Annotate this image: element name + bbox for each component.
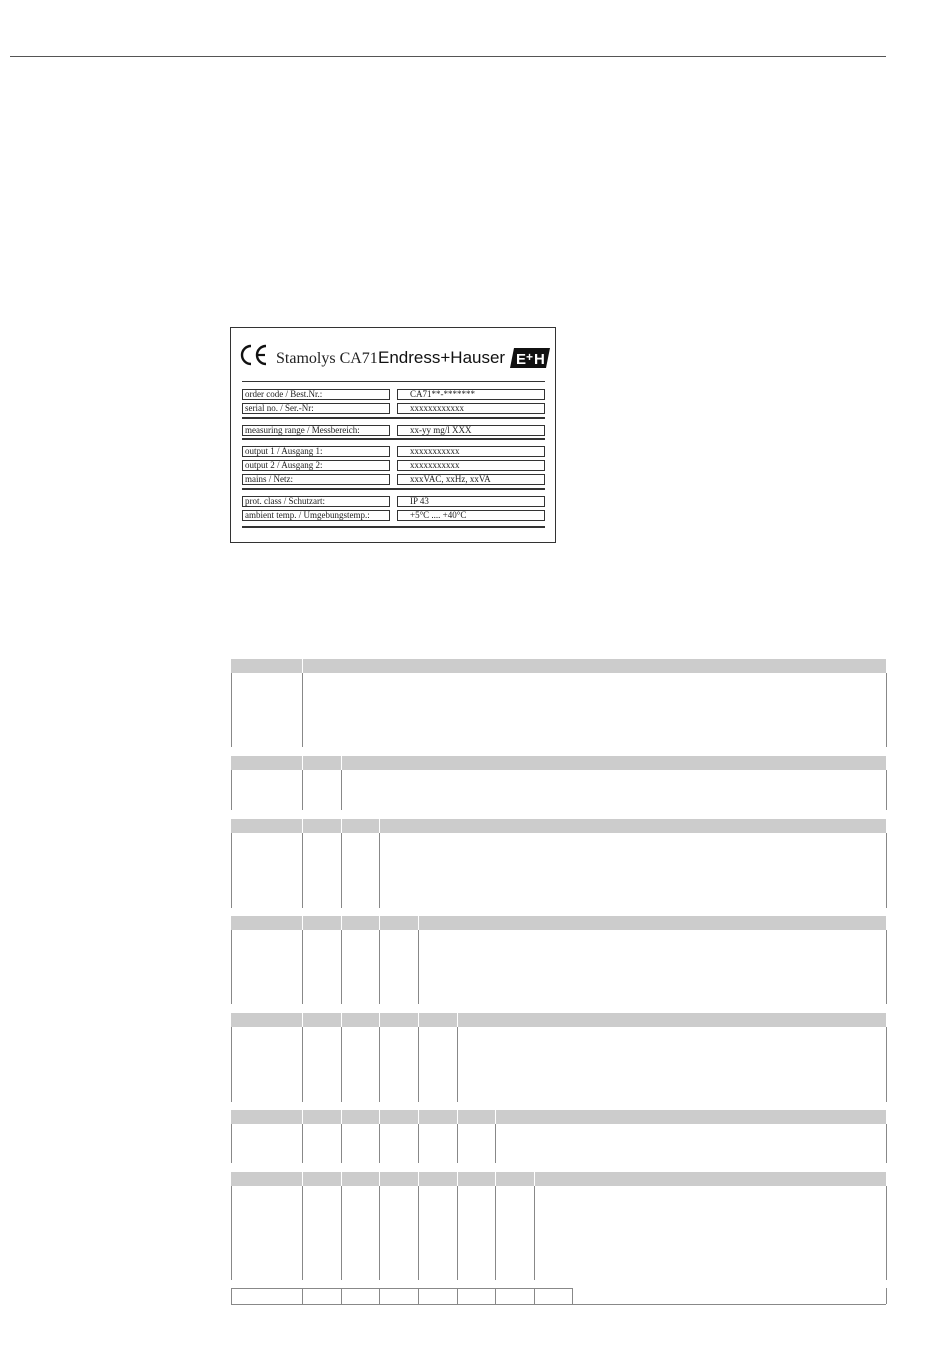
- table-band-divider: [302, 916, 303, 930]
- table-cell-border: [231, 833, 232, 908]
- table-band-divider: [341, 1110, 342, 1124]
- table-cell-border: [341, 930, 342, 1004]
- table-cell-border: [379, 1124, 380, 1163]
- value-order-code: CA71**-*******: [397, 389, 545, 400]
- table-band-divider: [457, 1110, 458, 1124]
- label-ambient-temp: ambient temp. / Umgebungstemp.:: [242, 510, 390, 521]
- label-serial-no: serial no. / Ser.-Nr:: [242, 403, 390, 414]
- table-cell-border: [302, 1027, 303, 1102]
- table-band-divider: [341, 819, 342, 833]
- table-band-divider: [341, 756, 342, 770]
- svg-text:H: H: [534, 351, 545, 368]
- order-code-cell-border: [457, 1288, 458, 1304]
- table-cell-border: [341, 770, 342, 810]
- table-cell-border: [341, 1027, 342, 1102]
- table-cell-border: [457, 1027, 458, 1102]
- table-band-divider: [302, 1110, 303, 1124]
- label-protection-class: prot. class / Schutzart:: [242, 496, 390, 507]
- table-band-divider: [495, 1172, 496, 1186]
- table-cell-border: [495, 1186, 496, 1280]
- table-cell-border: [886, 1186, 887, 1280]
- table-cell-border: [379, 833, 380, 908]
- table-band-divider: [418, 1013, 419, 1027]
- table-cell-border: [341, 1124, 342, 1163]
- table-band-divider: [302, 756, 303, 770]
- table-header-band: [231, 1110, 886, 1124]
- table-band-divider: [457, 1172, 458, 1186]
- table-cell-border: [418, 1124, 419, 1163]
- svg-text:E: E: [516, 351, 527, 368]
- label-mains: mains / Netz:: [242, 474, 390, 485]
- table-header-band: [231, 1172, 886, 1186]
- table-band-divider: [379, 1013, 380, 1027]
- order-code-cell-border: [572, 1288, 573, 1304]
- order-code-cell-border: [231, 1288, 232, 1304]
- table-band-divider: [418, 1110, 419, 1124]
- order-code-cell-border: [341, 1288, 342, 1304]
- table-cell-border: [302, 673, 303, 747]
- table-cell-border: [341, 833, 342, 908]
- value-ambient-temp: +5°C .... +40°C: [397, 510, 545, 521]
- table-cell-border: [302, 1124, 303, 1163]
- table-band-divider: [418, 916, 419, 930]
- value-protection-class: IP 43: [397, 496, 545, 507]
- table-band-divider: [302, 1013, 303, 1027]
- table-cell-border: [886, 673, 887, 747]
- label-output-2: output 2 / Ausgang 2:: [242, 460, 390, 471]
- table-cell-border: [418, 1027, 419, 1102]
- table-cell-border: [302, 1186, 303, 1280]
- table-band-divider: [379, 1172, 380, 1186]
- label-output-1: output 1 / Ausgang 1:: [242, 446, 390, 457]
- table-cell-border: [886, 1027, 887, 1102]
- table-band-divider: [302, 1172, 303, 1186]
- table-cell-border: [495, 1124, 496, 1163]
- table-cell-border: [886, 1124, 887, 1163]
- table-cell-border: [379, 1186, 380, 1280]
- table-cell-border: [231, 673, 232, 747]
- table-band-divider: [341, 1013, 342, 1027]
- table-cell-border: [379, 1027, 380, 1102]
- table-cell-border: [886, 770, 887, 810]
- table-header-band: [231, 1013, 886, 1027]
- order-code-cell-border: [379, 1288, 380, 1304]
- value-mains: xxxVAC, xxHz, xxVA: [397, 474, 545, 485]
- table-band-divider: [302, 819, 303, 833]
- table-cell-border: [231, 1027, 232, 1102]
- svg-text:+: +: [526, 350, 534, 364]
- product-name: Stamolys CA71: [276, 350, 378, 367]
- table-band-divider: [534, 1172, 535, 1186]
- table-band-divider: [302, 659, 303, 673]
- table-cell-border: [302, 770, 303, 810]
- table-cell-border: [341, 1186, 342, 1280]
- brand-name: Endress+Hauser: [378, 348, 506, 367]
- table-band-divider: [341, 1172, 342, 1186]
- order-code-cell-border: [534, 1288, 535, 1304]
- table-cell-border: [457, 1186, 458, 1280]
- order-code-cell-border: [302, 1288, 303, 1304]
- table-cell-border: [886, 930, 887, 1004]
- table-cell-border: [231, 770, 232, 810]
- order-code-cell-border: [418, 1288, 419, 1304]
- table-cell-border: [418, 1186, 419, 1280]
- table-band-divider: [457, 1013, 458, 1027]
- table-header-band: [231, 659, 886, 673]
- table-cell-border: [886, 833, 887, 908]
- table-cell-border: [418, 930, 419, 1004]
- table-header-band: [231, 916, 886, 930]
- table-cell-border: [231, 1186, 232, 1280]
- table-row-border: [231, 1304, 886, 1305]
- label-order-code: order code / Best.Nr.:: [242, 389, 390, 400]
- table-cell-border: [457, 1124, 458, 1163]
- value-output-2: xxxxxxxxxxx: [397, 460, 545, 471]
- table-band-divider: [418, 1172, 419, 1186]
- table-cell-border: [231, 930, 232, 1004]
- label-measuring-range: measuring range / Messbereich:: [242, 425, 390, 436]
- table-row-border: [231, 1288, 572, 1289]
- table-cell-border: [231, 1124, 232, 1163]
- table-band-divider: [379, 819, 380, 833]
- table-cell-border: [534, 1186, 535, 1280]
- table-cell-border: [379, 930, 380, 1004]
- table-band-divider: [341, 916, 342, 930]
- table-band-divider: [495, 1110, 496, 1124]
- value-serial-no: xxxxxxxxxxxx: [397, 403, 545, 414]
- table-cell-border: [302, 930, 303, 1004]
- order-code-cell-border: [495, 1288, 496, 1304]
- table-cell-border: [886, 1288, 887, 1304]
- value-output-1: xxxxxxxxxxx: [397, 446, 545, 457]
- table-header-band: [231, 819, 886, 833]
- table-band-divider: [379, 1110, 380, 1124]
- table-header-band: [231, 756, 886, 770]
- table-cell-border: [302, 833, 303, 908]
- table-band-divider: [379, 916, 380, 930]
- value-measuring-range: xx-yy mg/l XXX: [397, 425, 545, 436]
